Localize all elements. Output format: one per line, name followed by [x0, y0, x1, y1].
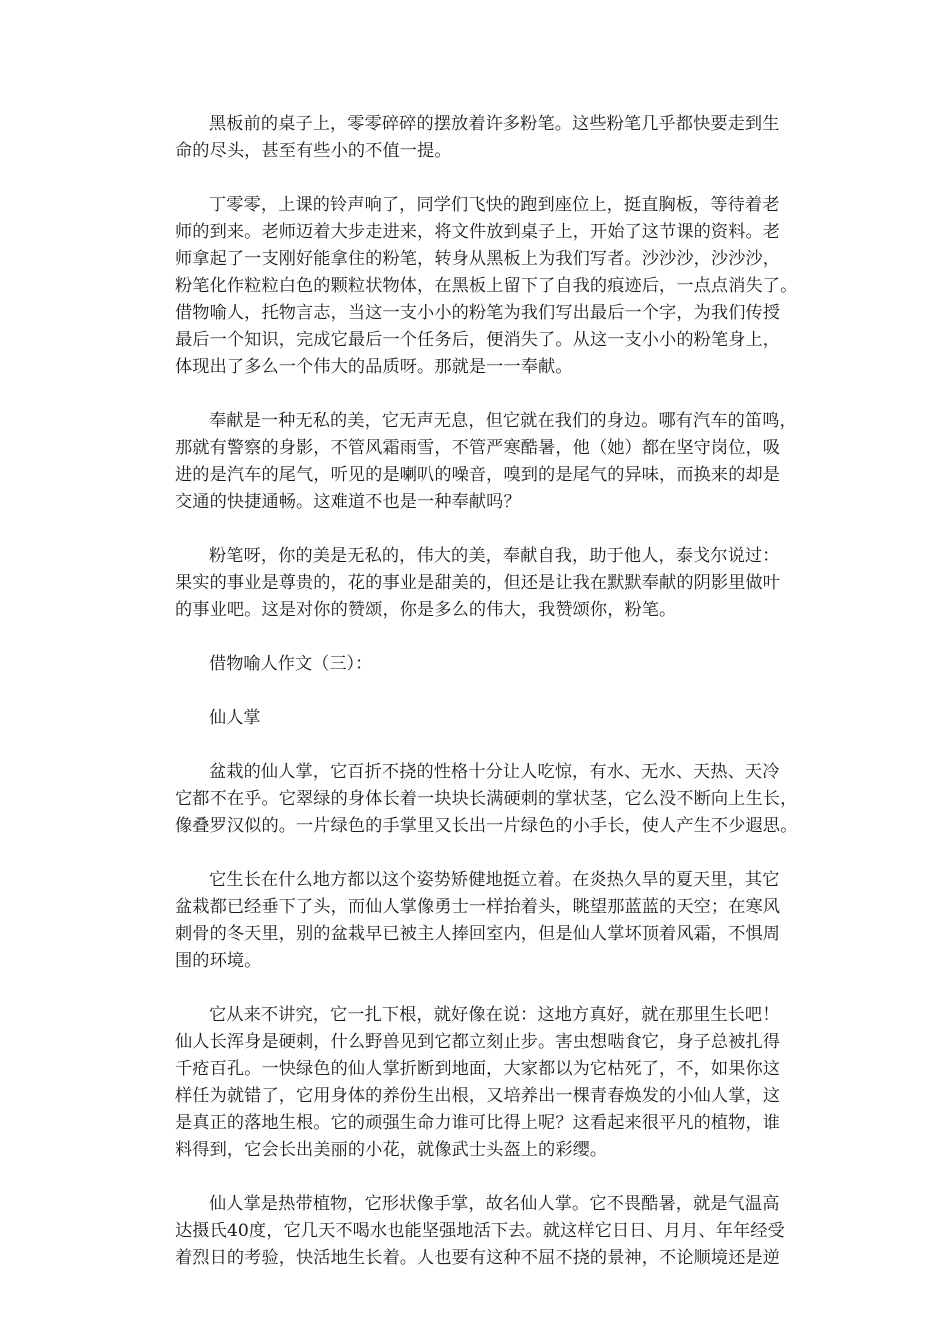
text-line: 奉献是一种无私的美，它无声无息，但它就在我们的身边。哪有汽车的笛鸣，	[209, 411, 797, 431]
text-line: 那就有警察的身影，不管风霜雨雪，不管严寒酷暑，他（她）都在坚守岗位，吸	[175, 438, 781, 458]
text-line: 师的到来。老师迈着大步走进来，将文件放到桌子上，开始了这节课的资料。老	[175, 222, 781, 242]
paragraph-8	[175, 1191, 793, 1272]
text-line: 师拿起了一支刚好能拿住的粉笔，转身从黑板上为我们写者。沙沙沙，沙沙沙，	[175, 249, 781, 269]
paragraph-5	[175, 759, 798, 840]
text-line: 它生长在什么地方都以这个姿势矫健地挺立着。在炎热久旱的夏天里，其它	[209, 870, 780, 890]
text-line: 果实的事业是尊贵的，花的事业是甜美的，但还是让我在默默奉献的阴影里做叶	[175, 573, 781, 593]
paragraph-3	[175, 408, 797, 516]
text-line: 盆栽都已经垂下了头，而仙人掌像勇士一样抬着头，眺望那蓝蓝的天空；在寒风	[175, 897, 781, 917]
text-line: 盆栽的仙人掌，它百折不挠的性格十分让人吃惊，有水、无水、天热、天冷	[209, 762, 780, 782]
text-line: 千疮百孔。一快绿色的仙人掌折断到地面，大家都以为它枯死了，不，如果你这	[175, 1059, 781, 1079]
text-line: 它都不在乎。它翠绿的身体长着一块块长满硬刺的掌状茎，它么没不断向上生长，	[175, 789, 798, 809]
text-line: 体现出了多么一个伟大的品质呀。那就是一一奉献。	[175, 357, 573, 377]
paragraph-7	[175, 1002, 793, 1164]
document-body	[175, 111, 798, 1299]
text-line: 仙人长浑身是硬刺，什么野兽见到它都立刻止步。害虫想啮食它，身子总被扎得	[175, 1032, 781, 1052]
text-line: 围的环境。	[175, 951, 262, 971]
text-line: 样任为就错了，它用身体的养份生出根，又培养出一棵青春焕发的小仙人掌，这	[175, 1086, 781, 1106]
paragraph-1	[175, 111, 793, 165]
section-title: 仙人掌	[209, 708, 261, 728]
text-line: 交通的快捷通畅。这难道不也是一种奉献吗？	[175, 492, 521, 512]
text-line: 是真正的落地生根。它的顽强生命力谁可比得上呢？这看起来很平凡的植物，谁	[175, 1113, 781, 1133]
text-line: 黑板前的桌子上，零零碎碎的摆放着许多粉笔。这些粉笔几乎都快要走到生	[209, 114, 780, 134]
text-line: 最后一个知识，完成它最后一个任务后，便消失了。从这一支小小的粉笔身上，	[175, 330, 781, 350]
text-line: 它从来不讲究，它一扎下根，就好像在说：这地方真好，就在那里生长吧！	[209, 1005, 780, 1025]
text-line: 命的尽头，甚至有些小的不值一提。	[175, 141, 452, 161]
section-heading: 借物喻人作文（三）：	[209, 654, 373, 674]
text-line: 像叠罗汉似的。一片绿色的手掌里又长出一片绿色的小手长，使人产生不少遐思。	[175, 816, 798, 836]
text-line: 丁零零，上课的铃声响了，同学们飞快的跑到座位上，挺直胸板，等待着老	[209, 195, 780, 215]
text-line: 达摄氏40度，它几天不喝水也能坚强地活下去。就这样它日日、月月、年年经受	[175, 1221, 785, 1241]
text-line: 借物喻人，托物言志，当这一支小小的粉笔为我们写出最后一个字，为我们传授	[175, 303, 781, 323]
text-line: 刺骨的冬天里，别的盆栽早已被主人捧回室内，但是仙人掌坏顶着风霜，不惧周	[175, 924, 781, 944]
paragraph-6	[175, 867, 793, 975]
paragraph-2	[175, 192, 798, 381]
text-line: 粉笔化作粒粒白色的颗粒状物体，在黑板上留下了自我的痕迹后，一点点消失了。	[175, 276, 798, 296]
text-line: 仙人掌是热带植物，它形状像手掌，故名仙人掌。它不畏酷暑，就是气温高	[209, 1194, 780, 1214]
text-line: 着烈日的考验，快活地生长着。人也要有这种不屈不挠的景神，不论顺境还是逆	[175, 1248, 781, 1268]
paragraph-4	[175, 543, 793, 624]
text-line: 料得到，它会长出美丽的小花，就像武士头盔上的彩缨。	[175, 1140, 608, 1160]
text-line: 的事业吧。这是对你的赞颂，你是多么的伟大，我赞颂你，粉笔。	[175, 600, 677, 620]
text-line: 进的是汽车的尾气，听见的是喇叭的噪音，嗅到的是尾气的异味，而换来的却是	[175, 465, 781, 485]
text-line: 粉笔呀，你的美是无私的，伟大的美，奉献自我，助于他人，泰戈尔说过：	[209, 546, 780, 566]
